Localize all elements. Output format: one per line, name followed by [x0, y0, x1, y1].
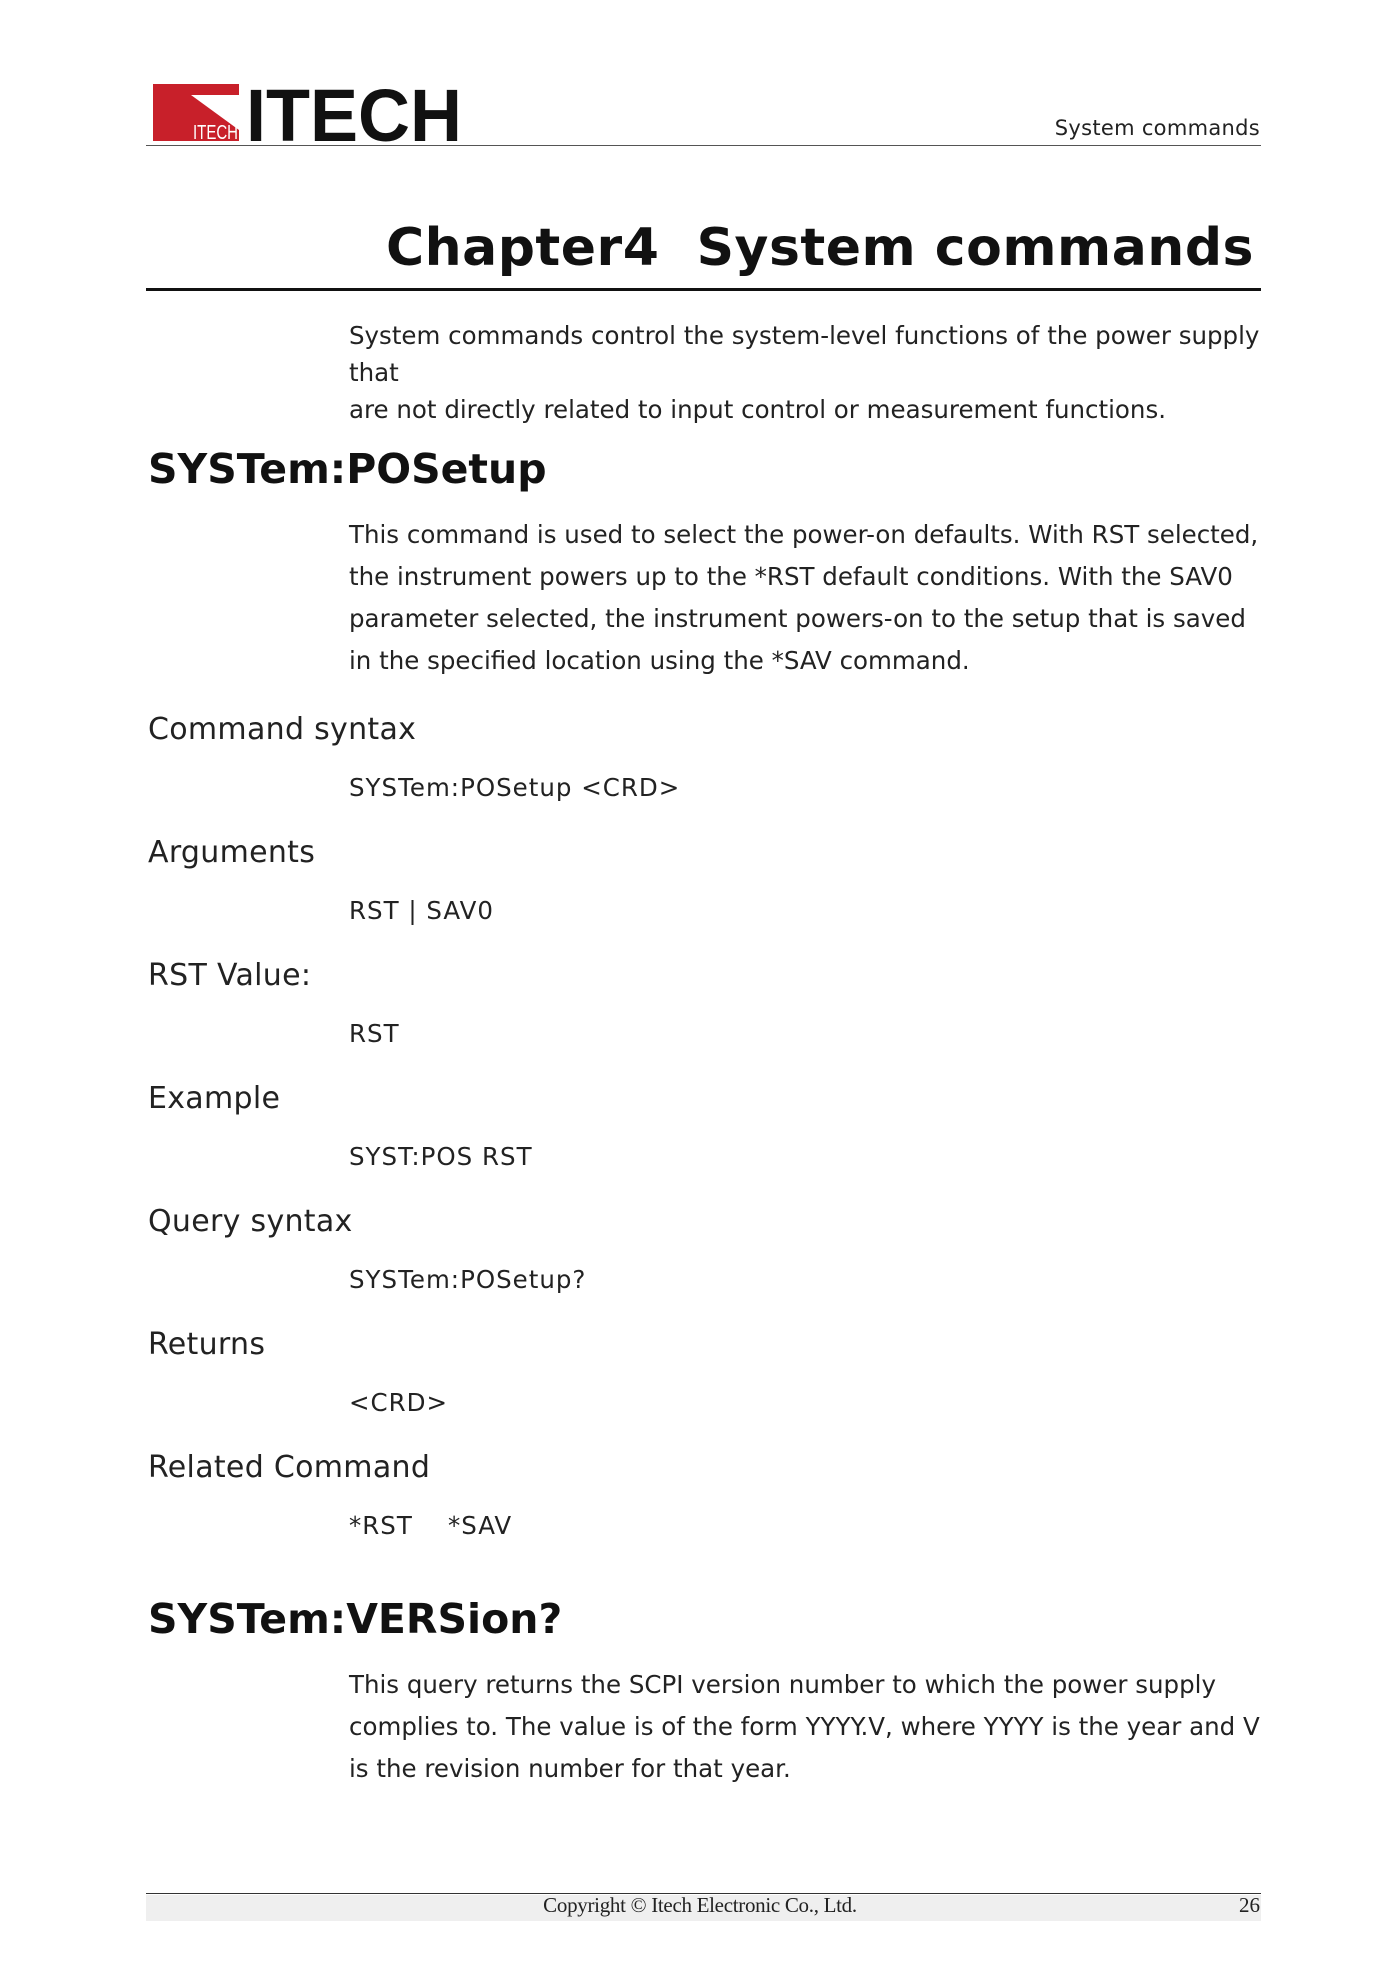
query-syntax-value: SYSTem:POSetup?	[349, 1265, 587, 1294]
logo-small-text: ITECH	[193, 122, 238, 144]
posetup-description: This command is used to select the power-on defaults. With RST selected, the instrument powers up to the *RST default conditions. With the SAV0 parameter selected, the instrument powers-on to the setup that is saved in the specified location using the *SAV command.	[349, 520, 1259, 675]
command-syntax-label: Command syntax	[148, 712, 417, 747]
header-divider	[146, 145, 1261, 146]
version-heading: SYSTem:VERSion?	[148, 1595, 563, 1643]
header-section-title: System commands	[1054, 116, 1260, 140]
version-description: This query returns the SCPI version number to which the power supply complies to. The value is of the form YYYY.V, where YYYY is the year and V is the revision number for that year.	[349, 1670, 1260, 1783]
returns-value: <CRD>	[349, 1388, 449, 1417]
chapter-intro-line2: are not directly related to input control or measurement functions.	[349, 395, 1167, 424]
footer-copyright: Copyright © Itech Electronic Co., Ltd.	[543, 1893, 857, 1917]
chapter-intro-line1: System commands control the system-level functions of the power supply that	[349, 321, 1260, 387]
page-number: 26	[1239, 1893, 1260, 1917]
returns-label: Returns	[148, 1327, 266, 1362]
query-syntax-label: Query syntax	[148, 1204, 353, 1239]
chapter-divider	[146, 288, 1261, 291]
example-value: SYST:POS RST	[349, 1142, 533, 1171]
itech-logo	[153, 84, 463, 144]
rst-value: RST	[349, 1019, 400, 1048]
arguments-label: Arguments	[148, 835, 316, 870]
arguments-value: RST | SAV0	[349, 896, 494, 925]
command-syntax-value: SYSTem:POSetup <CRD>	[349, 773, 681, 802]
related-command-value: *RST *SAV	[349, 1511, 513, 1540]
rst-value-label: RST Value:	[148, 958, 312, 993]
example-label: Example	[148, 1081, 281, 1116]
chapter-intro	[349, 317, 1261, 428]
logo-text: ITECH	[246, 84, 462, 144]
posetup-heading: SYSTem:POSetup	[148, 445, 547, 493]
related-command-label: Related Command	[148, 1450, 431, 1485]
chapter-title: Chapter4 System commands	[385, 218, 1254, 278]
